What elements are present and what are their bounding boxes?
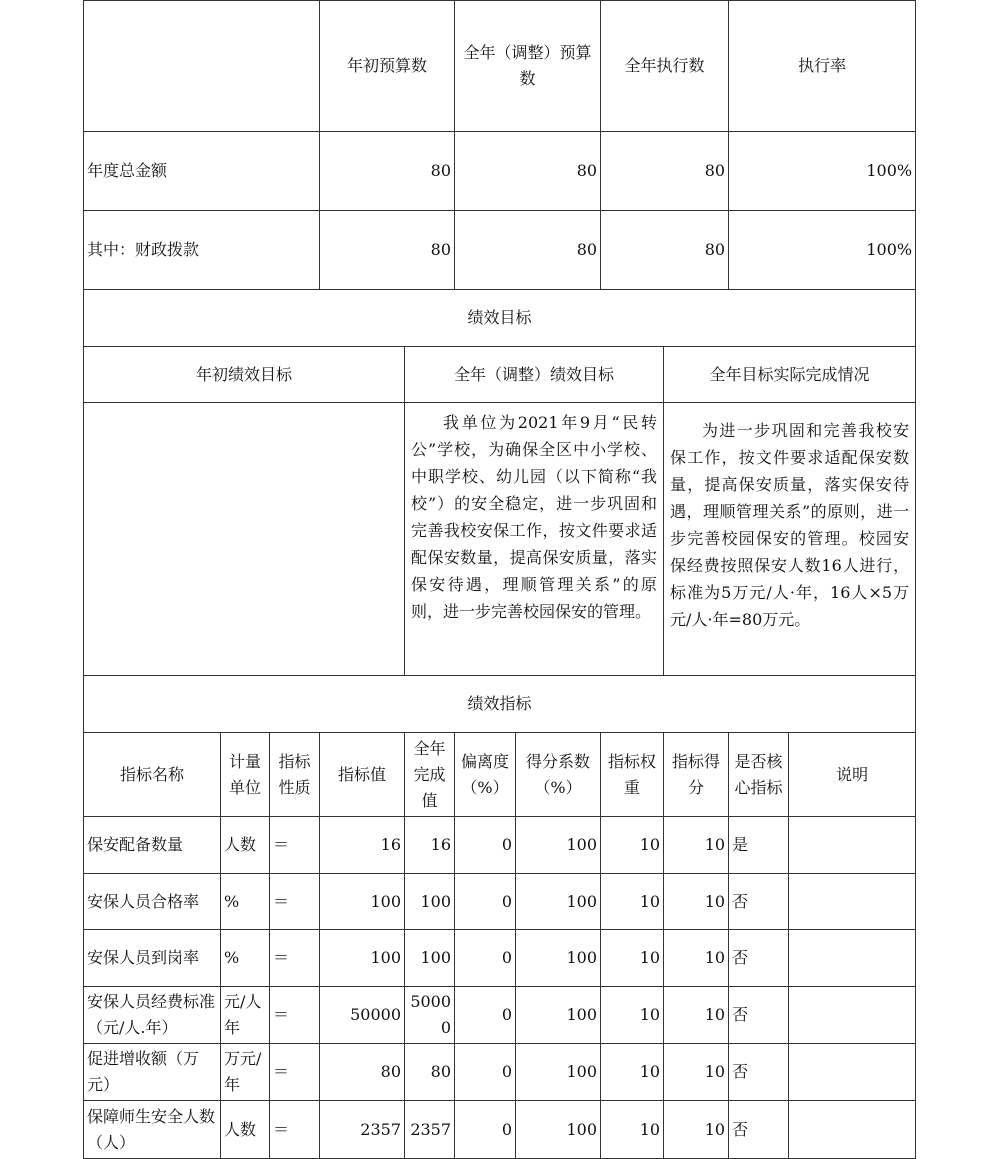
performance-table bbox=[83, 0, 915, 1152]
budget-row-label: 其中：财政拨款 bbox=[84, 211, 320, 290]
col-header-weight: 指标权重 bbox=[601, 733, 664, 817]
indicator-actual: 100 bbox=[405, 874, 455, 930]
indicator-nature: ＝ bbox=[270, 1044, 320, 1101]
header-execution-rate: 执行率 bbox=[729, 1, 916, 132]
indicator-target: 16 bbox=[320, 817, 405, 874]
actual-completion-text: 为进一步巩固和完善我校安保工作，按文件要求适配保安数量，提高保安质量，落实保安待遇，理顺管理关系”的原则，进一步完善校园保安的管理。校园安保经费按照保安人数16人进行，标准为5万元/人·年，16人×5万元/人·年=80万元。 bbox=[664, 403, 916, 676]
indicator-nature: ＝ bbox=[270, 1101, 320, 1159]
budget-executed-value: 80 bbox=[601, 211, 729, 290]
indicator-unit: 元/人年 bbox=[221, 987, 270, 1044]
indicator-note bbox=[789, 817, 916, 874]
adjusted-goal-header: 全年（调整）绩效目标 bbox=[405, 347, 664, 403]
budget-adjusted-value: 80 bbox=[455, 211, 601, 290]
col-header-actual: 全年完成值 bbox=[405, 733, 455, 817]
indicator-unit: % bbox=[221, 874, 270, 930]
indicator-score: 10 bbox=[664, 987, 729, 1044]
indicator-weight: 10 bbox=[601, 817, 664, 874]
indicator-nature: ＝ bbox=[270, 987, 320, 1044]
col-header-coef: 得分系数（%） bbox=[516, 733, 601, 817]
indicator-deviation: 0 bbox=[455, 874, 516, 930]
indicator-name: 安保人员合格率 bbox=[84, 874, 221, 930]
indicator-target: 50000 bbox=[320, 987, 405, 1044]
col-header-core: 是否核心指标 bbox=[729, 733, 789, 817]
table-row bbox=[84, 1101, 916, 1159]
col-header-nature: 指标性质 bbox=[270, 733, 320, 817]
indicator-deviation: 0 bbox=[455, 817, 516, 874]
header-initial-budget: 年初预算数 bbox=[320, 1, 455, 132]
indicator-coef: 100 bbox=[516, 817, 601, 874]
indicator-note bbox=[789, 987, 916, 1044]
indicator-unit: 万元/年 bbox=[221, 1044, 270, 1101]
goals-header-row bbox=[84, 347, 916, 403]
indicator-unit: 人数 bbox=[221, 1101, 270, 1159]
indicators-header-row bbox=[84, 733, 916, 817]
indicator-nature: ＝ bbox=[270, 930, 320, 987]
budget-row-label: 年度总金额 bbox=[84, 132, 320, 211]
initial-goal-header: 年初绩效目标 bbox=[84, 347, 405, 403]
indicators-title-row bbox=[84, 676, 916, 733]
budget-executed-value: 80 bbox=[601, 132, 729, 211]
indicator-weight: 10 bbox=[601, 930, 664, 987]
table-row bbox=[84, 987, 916, 1044]
indicator-actual: 2357 bbox=[405, 1101, 455, 1159]
indicator-name: 保安配备数量 bbox=[84, 817, 221, 874]
indicator-name: 安保人员到岗率 bbox=[84, 930, 221, 987]
indicator-weight: 10 bbox=[601, 874, 664, 930]
budget-initial-value: 80 bbox=[320, 211, 455, 290]
indicator-actual: 50000 bbox=[405, 987, 455, 1044]
goals-title-row bbox=[84, 290, 916, 347]
indicator-note bbox=[789, 930, 916, 987]
budget-row-fiscal bbox=[84, 211, 916, 290]
indicator-target: 100 bbox=[320, 930, 405, 987]
indicator-name: 促进增收额（万元） bbox=[84, 1044, 221, 1101]
indicator-weight: 10 bbox=[601, 1101, 664, 1159]
col-header-unit: 计量单位 bbox=[221, 733, 270, 817]
indicator-coef: 100 bbox=[516, 1101, 601, 1159]
indicator-note bbox=[789, 874, 916, 930]
budget-rate-value: 100% bbox=[729, 132, 916, 211]
indicator-note bbox=[789, 1101, 916, 1159]
indicator-score: 10 bbox=[664, 817, 729, 874]
indicator-target: 80 bbox=[320, 1044, 405, 1101]
indicator-core: 是 bbox=[729, 817, 789, 874]
indicator-weight: 10 bbox=[601, 1044, 664, 1101]
table-row bbox=[84, 817, 916, 874]
indicator-core: 否 bbox=[729, 1101, 789, 1159]
indicator-target: 100 bbox=[320, 874, 405, 930]
table-row bbox=[84, 930, 916, 987]
indicator-core: 否 bbox=[729, 987, 789, 1044]
indicator-core: 否 bbox=[729, 1044, 789, 1101]
indicator-name: 安保人员经费标准（元/人.年） bbox=[84, 987, 221, 1044]
indicator-nature: ＝ bbox=[270, 817, 320, 874]
goals-content-row bbox=[84, 403, 916, 676]
indicator-core: 否 bbox=[729, 874, 789, 930]
budget-adjusted-value: 80 bbox=[455, 132, 601, 211]
table-row bbox=[84, 1044, 916, 1101]
indicator-weight: 10 bbox=[601, 987, 664, 1044]
indicator-name: 保障师生安全人数（人） bbox=[84, 1101, 221, 1159]
col-header-name: 指标名称 bbox=[84, 733, 221, 817]
indicator-core: 否 bbox=[729, 930, 789, 987]
goals-section-title: 绩效目标 bbox=[84, 290, 916, 347]
indicator-deviation: 0 bbox=[455, 987, 516, 1044]
indicator-note bbox=[789, 1044, 916, 1101]
indicator-nature: ＝ bbox=[270, 874, 320, 930]
header-executed: 全年执行数 bbox=[601, 1, 729, 132]
col-header-target: 指标值 bbox=[320, 733, 405, 817]
indicator-coef: 100 bbox=[516, 930, 601, 987]
adjusted-goal-text: 我单位为2021年9月“民转公”学校，为确保全区中小学校、中职学校、幼儿园（以下简称“我校”）的安全稳定，进一步巩固和完善我校安保工作，按文件要求适配保安数量，提高保安质量，落实保安待遇，理顺管理关系”的原则，进一步完善校园保安的管理。 bbox=[405, 403, 664, 676]
indicator-deviation: 0 bbox=[455, 930, 516, 987]
header-adjusted-budget: 全年（调整）预算数 bbox=[455, 1, 601, 132]
indicator-deviation: 0 bbox=[455, 1101, 516, 1159]
indicator-unit: 人数 bbox=[221, 817, 270, 874]
actual-completion-header: 全年目标实际完成情况 bbox=[664, 347, 916, 403]
budget-initial-value: 80 bbox=[320, 132, 455, 211]
initial-goal-text bbox=[84, 403, 405, 676]
indicator-score: 10 bbox=[664, 1101, 729, 1159]
indicators-section-title: 绩效指标 bbox=[84, 676, 916, 733]
indicator-coef: 100 bbox=[516, 1044, 601, 1101]
indicator-actual: 100 bbox=[405, 930, 455, 987]
budget-row-total bbox=[84, 132, 916, 211]
indicator-score: 10 bbox=[664, 874, 729, 930]
indicator-target: 2357 bbox=[320, 1101, 405, 1159]
col-header-score: 指标得分 bbox=[664, 733, 729, 817]
col-header-deviation: 偏离度（%） bbox=[455, 733, 516, 817]
indicator-actual: 80 bbox=[405, 1044, 455, 1101]
indicator-score: 10 bbox=[664, 930, 729, 987]
table-row bbox=[84, 874, 916, 930]
indicator-unit: % bbox=[221, 930, 270, 987]
indicator-deviation: 0 bbox=[455, 1044, 516, 1101]
indicator-coef: 100 bbox=[516, 987, 601, 1044]
indicator-actual: 16 bbox=[405, 817, 455, 874]
indicator-score: 10 bbox=[664, 1044, 729, 1101]
indicator-coef: 100 bbox=[516, 874, 601, 930]
budget-header-row bbox=[84, 1, 916, 132]
budget-rate-value: 100% bbox=[729, 211, 916, 290]
col-header-note: 说明 bbox=[789, 733, 916, 817]
budget-header-blank bbox=[84, 1, 320, 132]
